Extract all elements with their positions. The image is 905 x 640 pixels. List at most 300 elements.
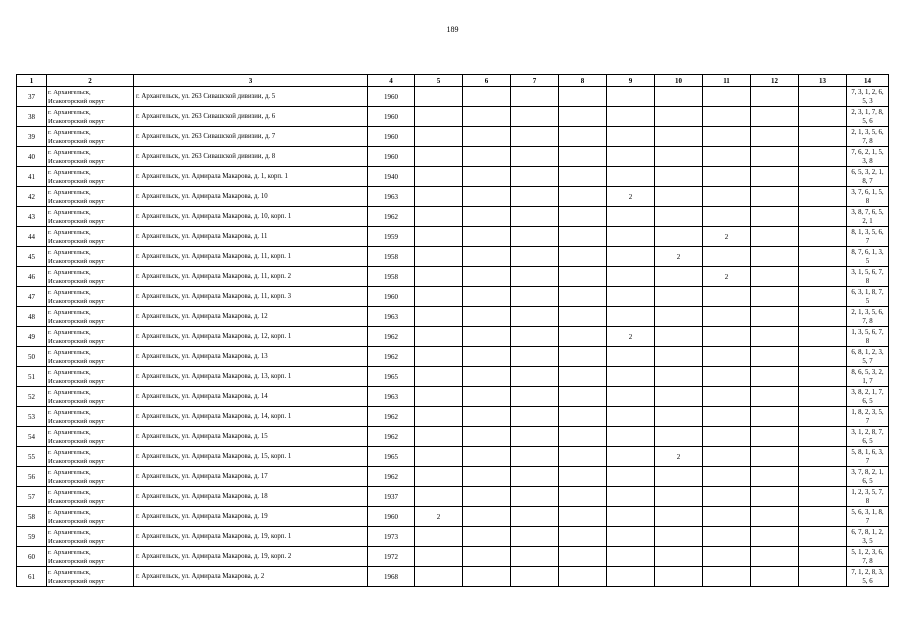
- value-cell: [655, 107, 703, 127]
- sequence-cell: [847, 427, 889, 447]
- value-cell: [463, 427, 511, 447]
- address-cell: г. Архангельск, ул. Адмирала Макарова, д. 2: [134, 567, 368, 587]
- value-cell: [607, 207, 655, 227]
- district-cell-line-1: г. Архангельск,: [48, 88, 91, 96]
- value-cell: [559, 307, 607, 327]
- row-number-cell: 49: [17, 327, 47, 347]
- year-cell: 1960: [368, 87, 415, 107]
- sequence-cell-line-2: 7: [865, 237, 870, 245]
- value-cell: [463, 507, 511, 527]
- sequence-cell-line-2: 3, 8: [862, 157, 873, 165]
- district-cell: [47, 447, 134, 467]
- value-cell: [751, 487, 799, 507]
- district-cell-line-2: Исакогорский округ: [48, 457, 105, 465]
- header-cell: 2: [47, 75, 134, 87]
- district-cell-line-2: Исакогорский округ: [48, 257, 105, 265]
- sequence-cell: [847, 467, 889, 487]
- value-cell: [607, 487, 655, 507]
- sequence-cell-line-2: 5, 6: [862, 577, 873, 585]
- value-cell: [559, 147, 607, 167]
- value-cell: [511, 87, 559, 107]
- value-cell: [703, 247, 751, 267]
- sequence-cell: [847, 487, 889, 507]
- district-cell-line-2: Исакогорский округ: [48, 497, 105, 505]
- value-cell: [607, 107, 655, 127]
- row-number-cell: 51: [17, 367, 47, 387]
- value-cell: [559, 327, 607, 347]
- value-cell: [463, 207, 511, 227]
- district-cell: [47, 547, 134, 567]
- value-cell: [703, 367, 751, 387]
- sequence-cell: [847, 447, 889, 467]
- table-row: [17, 507, 889, 527]
- address-cell: г. Архангельск, ул. Адмирала Макарова, д. 17: [134, 467, 368, 487]
- value-cell: [703, 167, 751, 187]
- value-cell: [415, 187, 463, 207]
- value-cell: [511, 187, 559, 207]
- year-cell: 1940: [368, 167, 415, 187]
- value-cell: [607, 287, 655, 307]
- district-cell: [47, 107, 134, 127]
- value-cell: [463, 367, 511, 387]
- row-number-cell: 50: [17, 347, 47, 367]
- sequence-cell-line-1: 3, 1, 2, 8, 7,: [851, 428, 884, 436]
- table-row: [17, 527, 889, 547]
- address-cell: г. Архангельск, ул. Адмирала Макарова, д. 11, корп. 1: [134, 247, 368, 267]
- district-cell: [47, 267, 134, 287]
- value-cell: [655, 187, 703, 207]
- value-cell: [655, 367, 703, 387]
- value-cell: [511, 127, 559, 147]
- value-cell: [799, 547, 847, 567]
- sequence-cell-line-1: 7, 1, 2, 8, 3,: [851, 568, 884, 576]
- value-cell: [559, 287, 607, 307]
- row-number-cell: 59: [17, 527, 47, 547]
- value-cell: [703, 567, 751, 587]
- sequence-cell: [847, 407, 889, 427]
- header-cell: 6: [463, 75, 511, 87]
- value-cell: [607, 167, 655, 187]
- header-cell: 14: [847, 75, 889, 87]
- sequence-cell-line-1: 8, 1, 3, 5, 6,: [851, 228, 884, 236]
- header-cell: 7: [511, 75, 559, 87]
- district-cell-line-1: г. Архангельск,: [48, 448, 91, 456]
- value-cell: [751, 547, 799, 567]
- value-cell: [415, 267, 463, 287]
- row-number-cell: 47: [17, 287, 47, 307]
- value-cell: [751, 507, 799, 527]
- value-cell: [463, 87, 511, 107]
- value-cell: [607, 227, 655, 247]
- row-number-cell: 42: [17, 187, 47, 207]
- district-cell-line-1: г. Архангельск,: [48, 128, 91, 136]
- value-cell: [463, 267, 511, 287]
- value-cell: [463, 307, 511, 327]
- district-cell-line-2: Исакогорский округ: [48, 197, 105, 205]
- value-cell: [559, 127, 607, 147]
- sequence-cell-line-2: 6, 5: [862, 437, 873, 445]
- value-cell: [751, 167, 799, 187]
- value-cell: [415, 487, 463, 507]
- value-cell: [703, 447, 751, 467]
- district-cell-line-2: Исакогорский округ: [48, 437, 105, 445]
- row-number-cell: 54: [17, 427, 47, 447]
- address-cell: г. Архангельск, ул. Адмирала Макарова, д. 15: [134, 427, 368, 447]
- value-cell: [799, 127, 847, 147]
- table-row: [17, 267, 889, 287]
- sequence-cell-line-2: 8: [865, 197, 870, 205]
- value-cell: [511, 527, 559, 547]
- value-cell: [559, 247, 607, 267]
- value-cell: [703, 327, 751, 347]
- value-cell: [559, 407, 607, 427]
- value-cell: [655, 167, 703, 187]
- value-cell: [655, 227, 703, 247]
- district-cell-line-2: Исакогорский округ: [48, 397, 105, 405]
- district-cell: [47, 287, 134, 307]
- value-cell: [415, 347, 463, 367]
- value-cell: [511, 507, 559, 527]
- address-cell: г. Архангельск, ул. Адмирала Макарова, д. 10: [134, 187, 368, 207]
- sequence-cell-line-1: 1, 8, 2, 3, 5,: [851, 408, 884, 416]
- value-cell: [799, 147, 847, 167]
- address-cell: г. Архангельск, ул. Адмирала Макарова, д. 19, корп. 2: [134, 547, 368, 567]
- header-cell: 11: [703, 75, 751, 87]
- value-cell: [655, 287, 703, 307]
- district-cell-line-1: г. Архангельск,: [48, 548, 91, 556]
- value-cell: [559, 467, 607, 487]
- value-cell: [703, 507, 751, 527]
- district-cell-line-1: г. Архангельск,: [48, 508, 91, 516]
- district-cell-line-1: г. Архангельск,: [48, 388, 91, 396]
- address-cell: г. Архангельск, ул. Адмирала Макарова, д. 11, корп. 3: [134, 287, 368, 307]
- district-cell-line-2: Исакогорский округ: [48, 237, 105, 245]
- table-row: [17, 567, 889, 587]
- value-cell: [415, 527, 463, 547]
- header-cell: 1: [17, 75, 47, 87]
- value-cell: [463, 247, 511, 267]
- district-cell-line-2: Исакогорский округ: [48, 377, 105, 385]
- address-cell: г. Архангельск, ул. Адмирала Макарова, д. 11: [134, 227, 368, 247]
- value-cell: [799, 427, 847, 447]
- header-cell: 10: [655, 75, 703, 87]
- row-number-cell: 37: [17, 87, 47, 107]
- sequence-cell-line-1: 6, 3, 1, 8, 7,: [851, 288, 884, 296]
- value-cell: [415, 567, 463, 587]
- district-cell: [47, 167, 134, 187]
- value-cell: [655, 407, 703, 427]
- district-cell-line-2: Исакогорский округ: [48, 297, 105, 305]
- sequence-cell-line-2: 7: [865, 417, 870, 425]
- value-cell: [415, 407, 463, 427]
- sequence-cell-line-1: 7, 3, 1, 2, 6,: [851, 88, 884, 96]
- sequence-cell-line-2: 7: [865, 457, 870, 465]
- address-cell: г. Архангельск, ул. Адмирала Макарова, д. 18: [134, 487, 368, 507]
- table-row: [17, 487, 889, 507]
- sequence-cell-line-1: 3, 8, 7, 6, 5,: [851, 208, 884, 216]
- year-cell: 1937: [368, 487, 415, 507]
- value-cell: [799, 407, 847, 427]
- value-cell: [799, 207, 847, 227]
- value-cell: 2: [607, 187, 655, 207]
- district-cell-line-1: г. Архангельск,: [48, 148, 91, 156]
- district-cell-line-2: Исакогорский округ: [48, 117, 105, 125]
- value-cell: [607, 267, 655, 287]
- district-cell-line-1: г. Архангельск,: [48, 328, 91, 336]
- district-cell: [47, 187, 134, 207]
- value-cell: [751, 287, 799, 307]
- sequence-cell-line-2: 7, 8: [862, 557, 873, 565]
- sequence-cell-line-1: 3, 1, 5, 6, 7,: [851, 268, 884, 276]
- year-cell: 1959: [368, 227, 415, 247]
- value-cell: [463, 167, 511, 187]
- sequence-cell-line-1: 8, 6, 5, 3, 2,: [851, 368, 884, 376]
- sequence-cell-line-2: 1, 7: [862, 377, 873, 385]
- sequence-cell: [847, 167, 889, 187]
- value-cell: [463, 467, 511, 487]
- row-number-cell: 61: [17, 567, 47, 587]
- value-cell: [559, 527, 607, 547]
- value-cell: 2: [655, 247, 703, 267]
- value-cell: [607, 547, 655, 567]
- value-cell: [703, 467, 751, 487]
- value-cell: [559, 107, 607, 127]
- value-cell: [559, 227, 607, 247]
- row-number-cell: 56: [17, 467, 47, 487]
- district-cell-line-1: г. Архангельск,: [48, 308, 91, 316]
- header-cell: 5: [415, 75, 463, 87]
- district-cell-line-2: Исакогорский округ: [48, 277, 105, 285]
- sequence-cell-line-1: 2, 1, 3, 5, 6,: [851, 128, 884, 136]
- value-cell: [607, 347, 655, 367]
- header-cell: 3: [134, 75, 368, 87]
- header-cell: 12: [751, 75, 799, 87]
- value-cell: [607, 567, 655, 587]
- value-cell: [559, 387, 607, 407]
- row-number-cell: 46: [17, 267, 47, 287]
- value-cell: [751, 327, 799, 347]
- value-cell: [559, 367, 607, 387]
- sequence-cell: [847, 327, 889, 347]
- value-cell: [799, 247, 847, 267]
- district-cell: [47, 327, 134, 347]
- value-cell: [463, 107, 511, 127]
- sequence-cell-line-1: 7, 6, 2, 1, 5,: [851, 148, 884, 156]
- address-cell: г. Архангельск, ул. Адмирала Макарова, д. 14, корп. 1: [134, 407, 368, 427]
- value-cell: [415, 447, 463, 467]
- value-cell: [463, 567, 511, 587]
- value-cell: [607, 467, 655, 487]
- district-cell-line-1: г. Архангельск,: [48, 288, 91, 296]
- value-cell: [415, 427, 463, 447]
- district-cell: [47, 247, 134, 267]
- district-cell-line-2: Исакогорский округ: [48, 177, 105, 185]
- value-cell: [751, 87, 799, 107]
- district-cell-line-1: г. Архангельск,: [48, 348, 91, 356]
- district-cell-line-1: г. Архангельск,: [48, 108, 91, 116]
- value-cell: [799, 87, 847, 107]
- sequence-cell-line-1: 1, 3, 5, 6, 7,: [851, 328, 884, 336]
- value-cell: [511, 107, 559, 127]
- value-cell: [415, 367, 463, 387]
- value-cell: [559, 167, 607, 187]
- value-cell: [463, 447, 511, 467]
- value-cell: [607, 147, 655, 167]
- row-number-cell: 43: [17, 207, 47, 227]
- district-cell-line-2: Исакогорский округ: [48, 337, 105, 345]
- value-cell: [607, 247, 655, 267]
- district-cell-line-1: г. Архангельск,: [48, 408, 91, 416]
- sequence-cell-line-2: 8: [865, 277, 870, 285]
- row-number-cell: 39: [17, 127, 47, 147]
- address-cell: г. Архангельск, ул. 263 Сивашской дивизии, д. 5: [134, 87, 368, 107]
- district-cell-line-1: г. Архангельск,: [48, 488, 91, 496]
- value-cell: [751, 127, 799, 147]
- district-cell: [47, 147, 134, 167]
- sequence-cell: [847, 87, 889, 107]
- sequence-cell: [847, 547, 889, 567]
- value-cell: [751, 427, 799, 447]
- value-cell: [463, 287, 511, 307]
- value-cell: [799, 287, 847, 307]
- data-table: [16, 74, 889, 587]
- district-cell: [47, 87, 134, 107]
- value-cell: [751, 267, 799, 287]
- row-number-cell: 45: [17, 247, 47, 267]
- district-cell-line-1: г. Архангельск,: [48, 208, 91, 216]
- value-cell: [559, 87, 607, 107]
- year-cell: 1960: [368, 107, 415, 127]
- value-cell: 2: [655, 447, 703, 467]
- value-cell: [751, 367, 799, 387]
- sequence-cell-line-2: 7, 8: [862, 317, 873, 325]
- year-cell: 1962: [368, 467, 415, 487]
- year-cell: 1960: [368, 127, 415, 147]
- value-cell: [751, 187, 799, 207]
- table-row: [17, 367, 889, 387]
- sequence-cell: [847, 127, 889, 147]
- table-row: [17, 167, 889, 187]
- district-cell: [47, 507, 134, 527]
- year-cell: 1963: [368, 307, 415, 327]
- value-cell: [799, 167, 847, 187]
- sequence-cell-line-2: 5, 6: [862, 117, 873, 125]
- value-cell: [463, 527, 511, 547]
- value-cell: [655, 127, 703, 147]
- sequence-cell-line-2: 8: [865, 337, 870, 345]
- table-body: [17, 87, 889, 587]
- year-cell: 1963: [368, 187, 415, 207]
- value-cell: [799, 267, 847, 287]
- row-number-cell: 44: [17, 227, 47, 247]
- value-cell: [559, 187, 607, 207]
- district-cell-line-2: Исакогорский округ: [48, 317, 105, 325]
- value-cell: [511, 147, 559, 167]
- district-cell-line-1: г. Архангельск,: [48, 428, 91, 436]
- table-row: [17, 307, 889, 327]
- row-number-cell: 55: [17, 447, 47, 467]
- value-cell: [463, 127, 511, 147]
- header-cell: 8: [559, 75, 607, 87]
- value-cell: [415, 147, 463, 167]
- value-cell: [799, 487, 847, 507]
- value-cell: [751, 247, 799, 267]
- value-cell: [655, 307, 703, 327]
- district-cell-line-2: Исакогорский округ: [48, 557, 105, 565]
- district-cell: [47, 427, 134, 447]
- sequence-cell-line-1: 3, 7, 6, 1, 5,: [851, 188, 884, 196]
- row-number-cell: 40: [17, 147, 47, 167]
- district-cell-line-2: Исакогорский округ: [48, 157, 105, 165]
- value-cell: [463, 487, 511, 507]
- value-cell: [655, 487, 703, 507]
- district-cell: [47, 307, 134, 327]
- table-row: [17, 347, 889, 367]
- value-cell: [511, 367, 559, 387]
- value-cell: [703, 347, 751, 367]
- value-cell: [463, 147, 511, 167]
- table-row: [17, 427, 889, 447]
- sequence-cell: [847, 567, 889, 587]
- sequence-cell: [847, 307, 889, 327]
- value-cell: [799, 447, 847, 467]
- sequence-cell: [847, 287, 889, 307]
- district-cell-line-1: г. Архангельск,: [48, 228, 91, 236]
- value-cell: [751, 447, 799, 467]
- sequence-cell: [847, 267, 889, 287]
- value-cell: [415, 547, 463, 567]
- value-cell: [655, 547, 703, 567]
- value-cell: [607, 87, 655, 107]
- value-cell: [607, 527, 655, 547]
- row-number-cell: 57: [17, 487, 47, 507]
- year-cell: 1963: [368, 387, 415, 407]
- value-cell: [463, 547, 511, 567]
- value-cell: [703, 487, 751, 507]
- address-cell: г. Архангельск, ул. Адмирала Макарова, д. 19: [134, 507, 368, 527]
- value-cell: [655, 207, 703, 227]
- value-cell: [511, 487, 559, 507]
- row-number-cell: 41: [17, 167, 47, 187]
- value-cell: [751, 107, 799, 127]
- value-cell: [799, 107, 847, 127]
- value-cell: [703, 107, 751, 127]
- year-cell: 1965: [368, 447, 415, 467]
- value-cell: 2: [607, 327, 655, 347]
- sequence-cell-line-2: 6, 5: [862, 397, 873, 405]
- row-number-cell: 52: [17, 387, 47, 407]
- value-cell: [511, 167, 559, 187]
- address-cell: г. Архангельск, ул. Адмирала Макарова, д. 15, корп. 1: [134, 447, 368, 467]
- value-cell: [511, 567, 559, 587]
- value-cell: [655, 427, 703, 447]
- value-cell: [415, 167, 463, 187]
- value-cell: [655, 507, 703, 527]
- year-cell: 1958: [368, 247, 415, 267]
- value-cell: [559, 567, 607, 587]
- header-cell: 9: [607, 75, 655, 87]
- value-cell: [655, 567, 703, 587]
- district-cell: [47, 567, 134, 587]
- table-row: [17, 447, 889, 467]
- sequence-cell: [847, 247, 889, 267]
- year-cell: 1958: [368, 267, 415, 287]
- sequence-cell-line-1: 5, 8, 1, 6, 3,: [851, 448, 884, 456]
- sequence-cell-line-2: 2, 1: [862, 217, 873, 225]
- value-cell: [511, 547, 559, 567]
- district-cell: [47, 367, 134, 387]
- district-cell-line-1: г. Архангельск,: [48, 168, 91, 176]
